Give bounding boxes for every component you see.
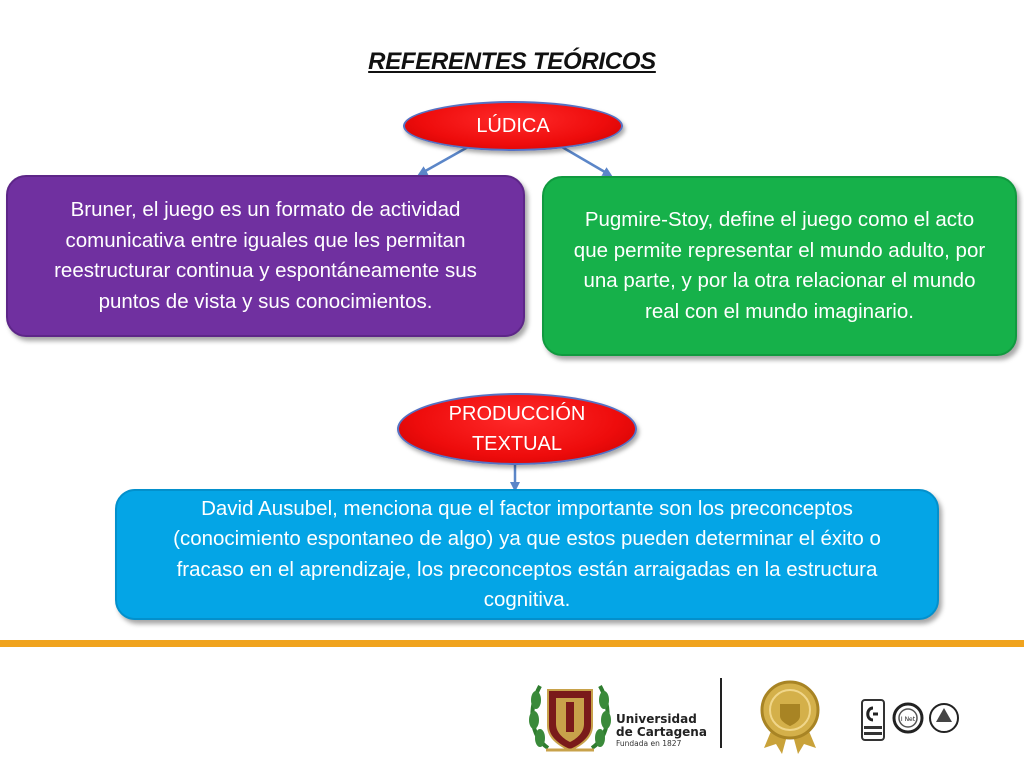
university-name-line1: Universidad: [616, 712, 697, 726]
footer-divider: [720, 678, 722, 748]
cert-label: I Net: [900, 716, 916, 723]
arrow-to-bruner: [420, 147, 468, 174]
accent-divider-bar: [0, 640, 1024, 647]
ausubel-text: David Ausubel, menciona que el factor importante son los preconceptos (conocimiento espontaneo de algo) ya que estos pueden determinar el éxito o fracaso en el aprendizaje, los preconceptos están arraigadas en la estructura cognitiva.: [173, 496, 881, 611]
ludica-label: LÚDICA: [476, 115, 550, 137]
university-founded: Fundada en 1827: [616, 739, 682, 748]
produccion-label-line2: TEXTUAL: [471, 433, 562, 455]
university-name-line2: de Cartagena: [616, 725, 707, 739]
university-wordmark: [616, 713, 707, 749]
gold-seal-icon: [762, 682, 818, 754]
bruner-box: [6, 175, 525, 337]
university-crest-icon: [529, 686, 611, 750]
produccion-textual-node: [397, 393, 637, 465]
footer-logos: [0, 648, 1024, 768]
ludica-node: [403, 101, 623, 151]
slide-title: REFERENTES TEÓRICOS: [368, 48, 656, 75]
bruner-text: Bruner, el juego es un formato de actividad comunicativa entre iguales que les permitan reestructurar continua y espontáneamente sus puntos de vista y sus conocimientos.: [54, 198, 477, 313]
produccion-label-line1: PRODUCCIÓN: [448, 403, 586, 425]
pugmire-box: [542, 176, 1017, 356]
pugmire-text: Pugmire-Stoy, define el juego como el acto que permite representar el mundo adulto, por una parte, y por la otra relacionar el mundo real con el mundo imaginario.: [573, 208, 986, 323]
ausubel-box: [115, 489, 939, 620]
arrow-to-pugmire: [562, 147, 610, 175]
